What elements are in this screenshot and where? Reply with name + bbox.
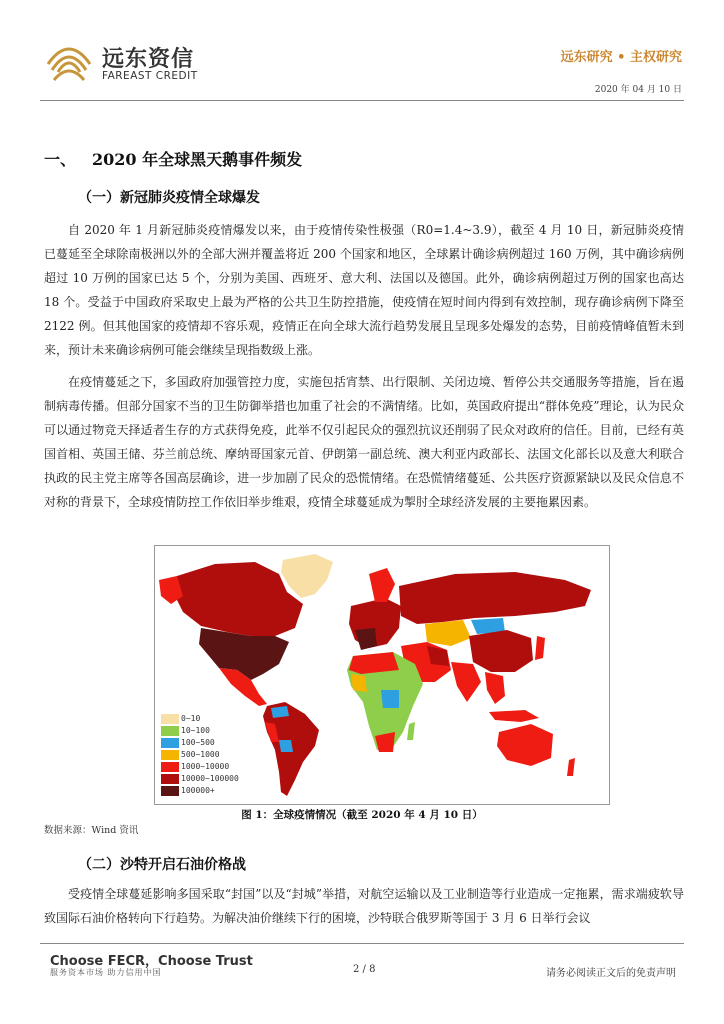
legend-label: 10~100 [181, 726, 210, 735]
map-southeast-asia [485, 672, 505, 704]
map-western-europe [355, 628, 377, 650]
map-central-africa [381, 690, 399, 708]
map-indonesia [489, 710, 539, 722]
legend-swatch [161, 714, 179, 724]
legend-item [161, 750, 251, 761]
map-scandinavia [369, 568, 395, 602]
footer-slogan: Choose FECR，Choose Trust [50, 954, 253, 969]
map-legend [161, 714, 251, 798]
legend-item [161, 762, 251, 773]
legend-label: 100~500 [181, 738, 215, 747]
map-bolivia [279, 740, 293, 752]
map-west-africa [351, 674, 367, 692]
subsection-heading-1: （一）新冠肺炎疫情全球爆发 [78, 190, 260, 206]
legend-swatch [161, 738, 179, 748]
logo-chinese-name: 远东资信 [102, 47, 195, 72]
legend-label: 100000+ [181, 786, 215, 795]
world-map-figure [154, 545, 610, 805]
legend-label: 10000~100000 [181, 774, 239, 783]
legend-swatch [161, 774, 179, 784]
legend-item [161, 726, 251, 737]
map-india [451, 662, 481, 702]
paragraph-2: 在疫情蔓延之下，多国政府加强管控力度，实施包括宵禁、出行限制、关闭边境、暂停公共交通服务等措施，旨在遏制病毒传播。但部分国家不当的卫生防御举措也加重了社会的不满情绪。比如，英国政府提出“群体免疫”理论，认为民众可以通过物竞天择适者生存的方式获得免疫，此举不仅引起民众的强烈抗议还削弱了民众对政府的信任。目前，已经有英国首相、英国王储、芬兰前总统、摩纳哥国家元首、伊朗第一副总统、澳大利亚内政部长、法国文化部长以及意大利联合执政的民主党主席等各国高层确诊，进一步加剧了民众的恐慌情绪。在恐慌情绪蔓延、公共医疗资源紧缺以及民众信息不对称的背景下，全球疫情防控工作依旧举步维艰，疫情全球蔓延成为掣肘全球经济发展的主要拖累因素。 [44, 375, 684, 509]
legend-label: 0~10 [181, 714, 201, 723]
section-heading [44, 147, 302, 170]
legend-item [161, 774, 251, 785]
paragraph-1: 自 2020 年 1 月新冠肺炎疫情爆发以来，由于疫情传染性极强（R0=1.4~3.9），截至 4 月 10 日，新冠肺炎疫情已蔓延至全球除南极洲以外的全部大洲并覆盖将近 200 个国家和地区，全球累计确诊病例超过 160 万例，其中确诊病例超过 10 万例的国家已达 5 个，分别为美国、西班牙、意大利、法国以及德国。此外，确诊病例超过万例的国家也高达 18 个。受益于中国政府采取史上最为严格的公共卫生防控措施，使疫情在短时间内得到有效控制，现存确诊病例下降至 2122 例。但其他国家的疫情却不容乐观，疫情正在向全球大流行趋势发展且呈现多处爆发的态势，目前疫情峰值暂未到来，预计未来确诊病例可能会继续呈现指数级上涨。 [44, 223, 684, 357]
data-source: 数据来源：Wind 资讯 [44, 825, 139, 836]
report-date: 2020 年 04 月 10 日 [594, 85, 682, 95]
footer-disclaimer: 请务必阅读正文后的免责声明 [546, 968, 676, 979]
map-venezuela [271, 706, 289, 718]
legend-item [161, 786, 251, 797]
figure-caption: 图 1：全球疫情情况（截至 2020 年 4 月 10 日） [241, 809, 483, 821]
header-divider [40, 100, 684, 101]
section-number: 一、 [44, 150, 77, 169]
map-china [469, 630, 533, 672]
map-new-zealand [567, 758, 575, 776]
footer-subslogan: 服务资本市场 助力信用中国 [50, 968, 162, 977]
section-title: 2020 年全球黑天鹅事件频发 [92, 150, 303, 169]
map-kazakhstan [425, 620, 471, 646]
company-logo [44, 40, 214, 86]
map-madagascar [407, 722, 415, 740]
legend-label: 500~1000 [181, 750, 220, 759]
map-australia [497, 724, 553, 766]
map-russia [399, 572, 591, 624]
map-north-africa [349, 652, 399, 674]
report-series: 远东研究 • 主权研究 [560, 50, 682, 65]
paragraph-3: 受疫情全球蔓延影响多国采取“封国”以及“封城”举措，对航空运输以及工业制造等行业造成一定拖累，需求端疲软导致国际石油价格转向下行趋势。为解决油价继续下行的困境，沙特联合俄罗斯等国于 3 月 6 日举行会议 [44, 887, 684, 925]
map-greenland [281, 554, 333, 598]
legend-item [161, 714, 251, 725]
legend-label: 1000~10000 [181, 762, 230, 771]
legend-swatch [161, 786, 179, 796]
page-number: 2 / 8 [353, 964, 376, 975]
legend-swatch [161, 762, 179, 772]
subsection-heading-2: （二）沙特开启石油价格战 [78, 857, 246, 873]
logo-english-name: FAREAST CREDIT [102, 70, 198, 82]
legend-swatch [161, 726, 179, 736]
legend-swatch [161, 750, 179, 760]
legend-item [161, 738, 251, 749]
map-japan [535, 636, 545, 660]
footer-divider [40, 943, 684, 944]
logo-mark-icon [44, 40, 94, 86]
